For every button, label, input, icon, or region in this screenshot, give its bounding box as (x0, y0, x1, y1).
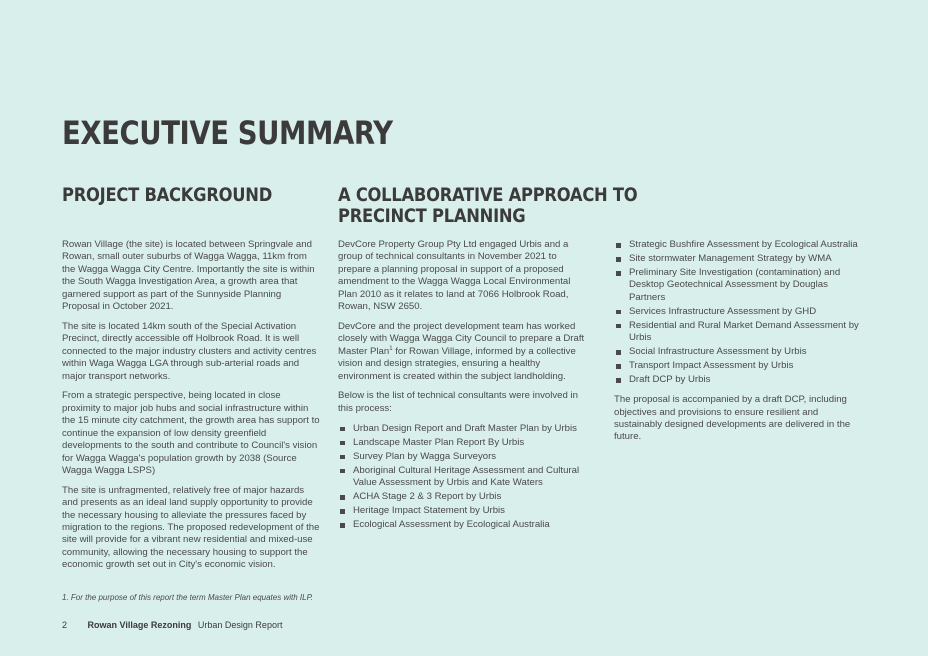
document-title: Rowan Village Rezoning (87, 620, 192, 630)
list-item (614, 320, 866, 345)
list-item (338, 465, 592, 490)
list-item (338, 437, 592, 449)
bullet-icon (340, 469, 345, 474)
list-item (338, 423, 592, 435)
list-item-text: Strategic Bushfire Assessment by Ecological Australia (629, 239, 858, 250)
bullet-icon (340, 441, 345, 446)
list-item (614, 267, 866, 304)
list-item (614, 374, 866, 386)
consultant-list-continued-column (614, 239, 866, 451)
paragraph-text: DevCore and the project development team has worked closely with Wagga Wagga City Council to prepare a Draft Master Plan (338, 320, 585, 357)
bullet-icon (340, 495, 345, 500)
paragraph: Below is the list of technical consultants were involved in this process: (338, 390, 578, 414)
bullet-icon (616, 310, 621, 315)
heading-line-1: A COLLABORATIVE APPROACH TO (338, 184, 638, 206)
paragraph-text: for Rowan Village, informed by a collective vision and design strategies, ensuring a healthy environment is created within the subject landholding. (338, 345, 576, 382)
list-item (614, 360, 866, 372)
paragraph: DevCore Property Group Pty Ltd engaged Urbis and a group of technical consultants in November 2021 to prepare a planning proposal in support of a proposed amendment to the Wagga Wagga Local Environmental Plan 2010 as it relates to land at 7066 Holbrook Road, Rowan, NSW 2650. (338, 239, 571, 313)
list-item-text: Residential and Rural Market Demand Assessment by Urbis (629, 319, 859, 344)
list-item-text: Social Infrastructure Assessment by Urbis (629, 346, 807, 358)
document-subtitle: Urban Design Report (197, 620, 283, 630)
collaborative-approach-column (338, 239, 592, 539)
heading-line-2: PRECINCT PLANNING (338, 205, 526, 227)
list-item (614, 346, 866, 358)
project-background-column (62, 239, 320, 579)
paragraph: The site is unfragmented, relatively free of major hazards and presents as an ideal land supply opportunity to provide the necessary housing to alleviate the pressures faced by migration to the regions. The proposed redevelopment of the site will provide for a vibrant new residential and mixed-use community, allowing the necessary housing to support the economic growth set out in City's economic vision. (62, 484, 320, 571)
bullet-icon (616, 378, 621, 383)
list-item-text: Transport Impact Assessment by Urbis (629, 360, 794, 372)
bullet-icon (616, 350, 621, 355)
footnote-marker: 1 (389, 345, 393, 352)
list-item (338, 451, 592, 463)
bullet-icon (616, 257, 621, 262)
bullet-icon (616, 271, 621, 276)
list-item (338, 491, 592, 503)
list-item-text: Aboriginal Cultural Heritage Assessment and Cultural Value Assessment by Urbis and Kate Waters (353, 464, 580, 489)
list-item-text: Heritage Impact Statement by Urbis (353, 505, 505, 517)
list-item (614, 306, 866, 318)
list-item-text: Preliminary Site Investigation (contamination) and Desktop Geotechnical Assessment by Douglas Partners (629, 267, 841, 303)
list-item (614, 239, 866, 251)
paragraph: Rowan Village (the site) is located between Springvale and Rowan, small outer suburbs of Wagga Wagga, 11km from the Wagga Wagga City Centre. Importantly the site is within the South Wagga Investigation Area, a growth area that garnered support as part of the Sunnyside Planning Proposal in October 2021. (62, 239, 315, 313)
bullet-icon (340, 455, 345, 460)
page-title: EXECUTIVE SUMMARY (62, 114, 393, 152)
list-item-text: ACHA Stage 2 & 3 Report by Urbis (353, 491, 502, 503)
paragraph-with-footnote (338, 321, 592, 383)
list-item-text: Services Infrastructure Assessment by GHD (629, 305, 817, 317)
list-item (614, 253, 866, 265)
paragraph: From a strategic perspective, being located in close proximity to major job hubs and social infrastructure within the 15 minute city catchment, the growth area has support to continue the expansion of low density greenfield developments to the south and contribute to Council's vision for Wagga Wagga's population growth by 2038 (Source Wagga Wagga LSPS) (62, 390, 320, 476)
consultant-list-continued (614, 239, 866, 387)
list-item-text: Urban Design Report and Draft Master Plan by Urbis (353, 422, 577, 434)
page-footer (62, 620, 282, 630)
page-number: 2 (62, 620, 68, 630)
list-item-text: Landscape Master Plan Report By Urbis (353, 436, 525, 448)
bullet-icon (616, 364, 621, 369)
bullet-icon (616, 243, 621, 248)
paragraph: The site is located 14km south of the Special Activation Precinct, directly accessible off Holbrook Road. It is well connected to the major industry clusters and activity centres within Waga Wagga LGA through sub-arterial roads and major transport networks. (62, 320, 317, 382)
bullet-icon (616, 324, 621, 329)
bullet-icon (340, 523, 345, 528)
list-item-text: Site stormwater Management Strategy by WMA (629, 253, 832, 264)
bullet-icon (340, 427, 345, 432)
footnote: 1. For the purpose of this report the term Master Plan equates with ILP. (62, 593, 314, 602)
list-item-text: Draft DCP by Urbis (629, 374, 711, 386)
list-item-text: Survey Plan by Wagga Surveyors (353, 450, 497, 462)
closing-paragraph: The proposal is accompanied by a draft DCP, including objectives and provisions to ensure resilient and sustainably designed developments are delivered in the future. (614, 394, 851, 443)
consultant-list (338, 423, 592, 532)
bullet-icon (340, 509, 345, 514)
list-item (338, 519, 592, 531)
collaborative-approach-heading (338, 185, 637, 227)
list-item (338, 505, 592, 517)
list-item-text: Ecological Assessment by Ecological Australia (353, 519, 550, 531)
project-background-heading: PROJECT BACKGROUND (62, 184, 273, 206)
